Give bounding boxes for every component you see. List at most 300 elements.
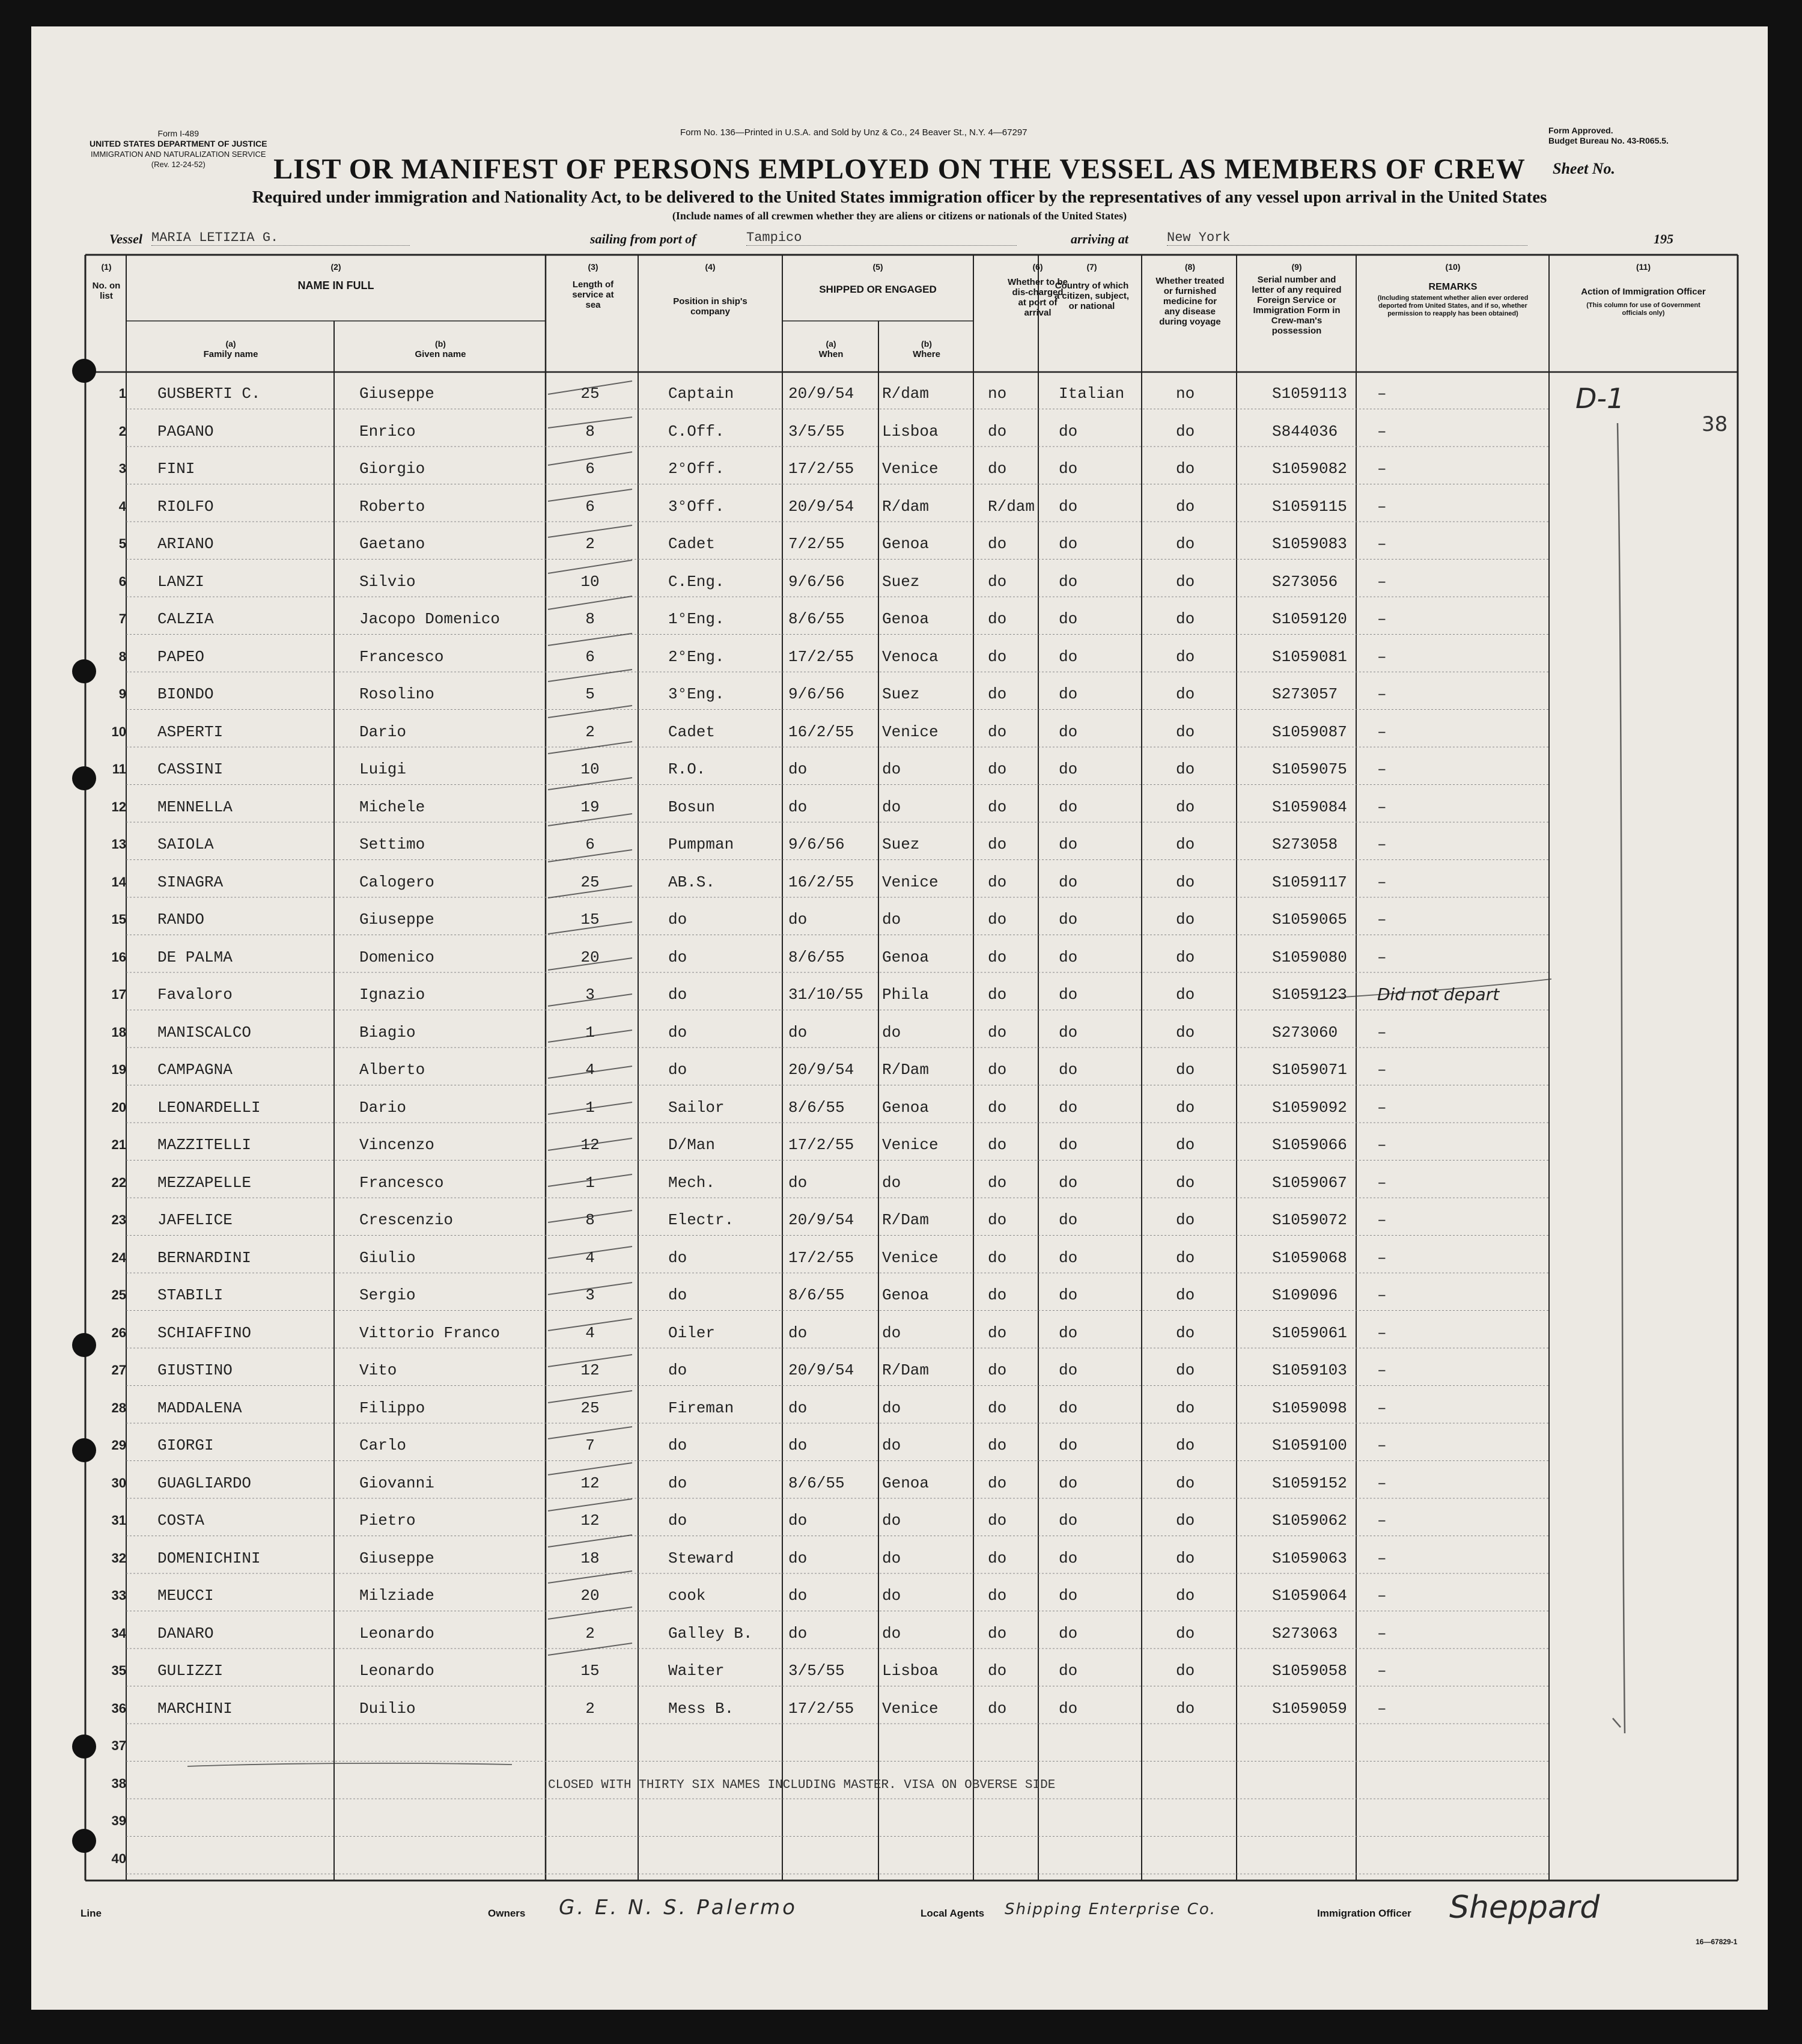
table-row: [31, 1126, 1768, 1164]
cell-family: CASSINI: [157, 760, 224, 778]
cell-rn: 9: [118, 686, 126, 701]
cell-remarks: –: [1377, 572, 1387, 591]
col-sub-action: (This column for use of Government officials only): [1586, 302, 1700, 317]
cell-service: 18: [580, 1549, 600, 1567]
cell-position: Sailor: [668, 1098, 725, 1117]
cell-family: GIUSTINO: [157, 1361, 233, 1379]
cell-remarks: –: [1377, 685, 1387, 703]
cell-position: do: [668, 1061, 687, 1079]
cell-where: Venice: [882, 1248, 939, 1267]
table-row: [31, 826, 1768, 863]
cell-rn: 12: [111, 799, 126, 814]
cell-given: Michele: [359, 798, 425, 816]
cell-serial: S273057: [1272, 685, 1338, 703]
cell-rn: 33: [111, 1588, 126, 1603]
cell-family: PAGANO: [157, 422, 214, 441]
cell-discharged: do: [988, 572, 1007, 591]
col-header-no: [88, 262, 124, 301]
table-row: [31, 1051, 1768, 1088]
table-row: [31, 1427, 1768, 1464]
cell-rn: 28: [111, 1400, 126, 1415]
cell-serial: S1059092: [1272, 1098, 1347, 1117]
table-row: [31, 751, 1768, 788]
cell-where: Genoa: [882, 1474, 930, 1492]
officer-mark: D-1: [1575, 382, 1625, 415]
cell-given: Giuseppe: [359, 1549, 434, 1567]
cell-remarks: –: [1377, 610, 1387, 628]
cell-rn: 35: [111, 1663, 126, 1678]
cell-country: do: [1059, 1587, 1078, 1605]
cell-family: RIOLFO: [157, 497, 214, 516]
cell-treated: do: [1176, 1361, 1195, 1379]
cell-discharged: do: [988, 1136, 1007, 1154]
cell-treated: do: [1176, 1474, 1195, 1492]
cell-given: Milziade: [359, 1587, 434, 1605]
cell-where: Genoa: [882, 1286, 930, 1304]
cell-service: 8: [585, 1211, 595, 1229]
cell-family: ASPERTI: [157, 722, 224, 741]
cell-service: 1: [585, 1173, 595, 1192]
cell-service: 15: [580, 911, 600, 929]
arriving-at-port: New York: [1167, 230, 1527, 246]
cell-position: AB.S.: [668, 873, 716, 891]
table-row: [31, 1352, 1768, 1389]
table-row: [31, 1089, 1768, 1126]
cell-country: do: [1059, 1173, 1078, 1192]
cell-when: 16/2/55: [788, 722, 854, 741]
cell-where: do: [882, 1512, 901, 1530]
cell-remarks: –: [1377, 422, 1387, 441]
cell-rn: 23: [111, 1212, 126, 1227]
cell-discharged: do: [988, 647, 1007, 666]
table-row: [31, 375, 1768, 412]
cell-service: 3: [585, 986, 595, 1004]
cell-remarks: –: [1377, 1286, 1387, 1304]
cell-position: do: [668, 986, 687, 1004]
cell-country: do: [1059, 760, 1078, 778]
footer-owners-label: Owners: [488, 1908, 526, 1919]
cell-country: do: [1059, 798, 1078, 816]
cell-serial: S1059075: [1272, 760, 1347, 778]
cell-remarks: –: [1377, 722, 1387, 741]
col-number-11: (11): [1636, 262, 1651, 272]
cell-serial: S1059072: [1272, 1211, 1347, 1229]
cell-position: Steward: [668, 1549, 734, 1567]
table-row: [31, 1577, 1768, 1614]
cell-family: Favaloro: [157, 986, 233, 1004]
col-header-where: [880, 339, 973, 359]
cell-discharged: do: [988, 1699, 1007, 1718]
cell-country: do: [1059, 1136, 1078, 1154]
cell-when: do: [788, 1587, 808, 1605]
cell-family: LANZI: [157, 572, 205, 591]
footer-agents-value: Shipping Enterprise Co.: [1005, 1900, 1217, 1918]
cell-rn: 40: [111, 1850, 126, 1866]
cell-serial: S273056: [1272, 572, 1338, 591]
cell-discharged: do: [988, 873, 1007, 891]
budget-bureau-no: Budget Bureau No. 43-R065.5.: [1548, 136, 1669, 145]
cell-when: 17/2/55: [788, 460, 854, 478]
cell-remarks: –: [1377, 1061, 1387, 1079]
cell-service: 1: [585, 1098, 595, 1117]
col-header-name: [127, 262, 544, 291]
col-header-given: [335, 339, 546, 359]
cell-where: do: [882, 760, 901, 778]
col-label-when: When: [818, 349, 844, 359]
cell-family: MADDALENA: [157, 1399, 242, 1417]
table-row: [31, 1840, 1768, 1878]
cell-when: do: [788, 911, 808, 929]
table-row: [31, 1201, 1768, 1239]
cell-service: 7: [585, 1436, 595, 1454]
cell-when: 20/9/54: [788, 385, 854, 403]
revision-date: (Rev. 12-24-52): [151, 160, 205, 169]
cell-country: do: [1059, 1098, 1078, 1117]
table-row: [31, 976, 1768, 1013]
cell-where: Lisboa: [882, 1662, 939, 1680]
sailing-from-label: sailing from port of: [590, 231, 696, 246]
table-row: [31, 1465, 1768, 1502]
cell-serial: S1059100: [1272, 1436, 1347, 1454]
cell-where: Lisboa: [882, 422, 939, 441]
department-name: UNITED STATES DEPARTMENT OF JUSTICE: [90, 139, 267, 148]
col-label-position: Position in ship's company: [673, 296, 747, 317]
cell-position: Mech.: [668, 1173, 716, 1192]
cell-family: SCHIAFFINO: [157, 1323, 252, 1342]
cell-serial: S1059123: [1272, 986, 1347, 1004]
cell-when: do: [788, 1549, 808, 1567]
cell-family: ARIANO: [157, 535, 214, 553]
binder-hole: [72, 659, 96, 683]
cell-given: Pietro: [359, 1512, 416, 1530]
cell-remarks: –: [1377, 1098, 1387, 1117]
cell-serial: S1059065: [1272, 911, 1347, 929]
cell-family: RANDO: [157, 911, 205, 929]
cell-where: Phila: [882, 986, 930, 1004]
cell-rn: 22: [111, 1174, 126, 1190]
cell-treated: do: [1176, 1624, 1195, 1643]
footer-line-label: Line: [81, 1908, 102, 1919]
cell-given: Dario: [359, 1098, 407, 1117]
cell-where: Genoa: [882, 1098, 930, 1117]
cell-where: Venice: [882, 873, 939, 891]
col-header-shipped: [784, 262, 972, 294]
cell-service: 4: [585, 1323, 595, 1342]
cell-given: Jacopo Domenico: [359, 610, 501, 628]
cell-treated: do: [1176, 460, 1195, 478]
cell-when: 20/9/54: [788, 497, 854, 516]
table-row: [31, 676, 1768, 713]
footer-agents-label: Local Agents: [921, 1908, 985, 1919]
col-header-action: [1551, 262, 1735, 317]
cell-discharged: do: [988, 722, 1007, 741]
cell-given: Biagio: [359, 1023, 416, 1042]
col-header-serial: [1239, 262, 1354, 336]
cell-remarks: –: [1377, 798, 1387, 816]
cell-given: Vito: [359, 1361, 397, 1379]
binder-hole: [72, 766, 96, 790]
table-row: [31, 1502, 1768, 1539]
table-row: [31, 1690, 1768, 1727]
document-title: LIST OR MANIFEST OF PERSONS EMPLOYED ON THE VESSEL AS MEMBERS OF CREW: [273, 153, 1526, 185]
cell-treated: do: [1176, 572, 1195, 591]
cell-serial: S1059120: [1272, 610, 1347, 628]
cell-given: Alberto: [359, 1061, 425, 1079]
printer-line: Form No. 136—Printed in U.S.A. and Sold by Unz & Co., 24 Beaver St., N.Y. 4—67297: [680, 127, 1027, 138]
cell-country: do: [1059, 610, 1078, 628]
cell-discharged: do: [988, 1587, 1007, 1605]
cell-when: 17/2/55: [788, 647, 854, 666]
table-row: [31, 789, 1768, 826]
cell-rn: 30: [111, 1475, 126, 1490]
table-row: [31, 450, 1768, 487]
col-number-5: (5): [872, 262, 883, 272]
cell-rn: 16: [111, 949, 126, 965]
cell-when: 8/6/55: [788, 610, 845, 628]
cell-rn: 19: [111, 1062, 126, 1077]
table-row: [31, 563, 1768, 600]
vessel-name: MARIA LETIZIA G.: [151, 230, 410, 246]
cell-discharged: do: [988, 1323, 1007, 1342]
cell-discharged: do: [988, 1549, 1007, 1567]
cell-family: GUSBERTI C.: [157, 385, 261, 403]
cell-service: 6: [585, 647, 595, 666]
cell-rn: 34: [111, 1625, 126, 1641]
table-row: [31, 600, 1768, 638]
cell-country: do: [1059, 647, 1078, 666]
cell-rn: 25: [111, 1287, 126, 1302]
cell-where: Suez: [882, 685, 920, 703]
cell-country: do: [1059, 1061, 1078, 1079]
cell-remarks: –: [1377, 1136, 1387, 1154]
cell-family: MEZZAPELLE: [157, 1173, 252, 1192]
cell-position: cook: [668, 1587, 706, 1605]
cell-when: 20/9/54: [788, 1361, 854, 1379]
cell-position: Bosun: [668, 798, 716, 816]
cell-given: Rosolino: [359, 685, 434, 703]
cell-where: Venice: [882, 1699, 939, 1718]
table-row: [31, 413, 1768, 450]
cell-treated: do: [1176, 1399, 1195, 1417]
cell-given: Filippo: [359, 1399, 425, 1417]
cell-serial: S1059087: [1272, 722, 1347, 741]
table-row: [31, 525, 1768, 563]
cell-when: 16/2/55: [788, 873, 854, 891]
cell-discharged: do: [988, 610, 1007, 628]
cell-where: do: [882, 1323, 901, 1342]
cell-position: Cadet: [668, 535, 716, 553]
cell-rn: 13: [111, 837, 126, 852]
col-number-6: (6): [1032, 262, 1043, 272]
cell-service: 4: [585, 1248, 595, 1267]
cell-rn: 24: [111, 1249, 126, 1265]
table-row: [31, 1727, 1768, 1765]
cell-family: PAPEO: [157, 647, 205, 666]
cell-where: do: [882, 1023, 901, 1042]
cell-service: 20: [580, 1587, 600, 1605]
cell-country: do: [1059, 1361, 1078, 1379]
cell-where: do: [882, 1173, 901, 1192]
cell-rn: 5: [118, 536, 126, 551]
cell-remarks: –: [1377, 535, 1387, 553]
footer-owners-value: G. E. N. S. Palermo: [559, 1896, 797, 1920]
cell-when: 8/6/55: [788, 948, 845, 966]
cell-family: STABILI: [157, 1286, 224, 1304]
footer-officer-signature: Sheppard: [1449, 1890, 1600, 1926]
cell-service: 8: [585, 610, 595, 628]
cell-given: Gaetano: [359, 535, 425, 553]
col-label-service: Length of service at sea: [572, 279, 614, 310]
cell-where: do: [882, 911, 901, 929]
cell-when: 9/6/56: [788, 685, 845, 703]
manifest-sheet: [31, 26, 1768, 2010]
cell-rn: 36: [111, 1700, 126, 1716]
col-label-where: Where: [913, 349, 940, 359]
cell-country: do: [1059, 1512, 1078, 1530]
cell-service: 1: [585, 1023, 595, 1042]
cell-given: Carlo: [359, 1436, 407, 1454]
col-label-given: Given name: [415, 349, 466, 359]
cell-serial: S1059063: [1272, 1549, 1347, 1567]
table-row: [31, 1802, 1768, 1840]
cell-treated: do: [1176, 835, 1195, 853]
cell-given: Ignazio: [359, 986, 425, 1004]
cell-rn: 8: [118, 648, 126, 664]
cell-position: Electr.: [668, 1211, 734, 1229]
cell-country: do: [1059, 1399, 1078, 1417]
col-number-1: (1): [101, 262, 112, 272]
cell-when: do: [788, 760, 808, 778]
cell-service: 2: [585, 722, 595, 741]
col-label-name: NAME IN FULL: [297, 279, 374, 291]
cell-service: 2: [585, 1624, 595, 1643]
cell-given: Settimo: [359, 835, 425, 853]
cell-remarks: –: [1377, 1699, 1387, 1718]
table-row: [31, 1314, 1768, 1352]
document-subtitle: Required under immigration and Nationality Act, to be delivered to the United States immigration officer by the representatives of any vessel upon arrival in the United States: [252, 188, 1547, 207]
cell-treated: do: [1176, 1662, 1195, 1680]
cell-when: do: [788, 1023, 808, 1042]
cell-rn: 32: [111, 1550, 126, 1566]
cell-rn: 7: [118, 611, 126, 626]
cell-service: 15: [580, 1662, 600, 1680]
cell-position: do: [668, 1436, 687, 1454]
table-row: [31, 713, 1768, 751]
cell-treated: do: [1176, 1061, 1195, 1079]
cell-country: do: [1059, 1436, 1078, 1454]
table-row: [31, 901, 1768, 938]
cell-given: Leonardo: [359, 1624, 434, 1643]
cell-treated: do: [1176, 497, 1195, 516]
cell-treated: do: [1176, 948, 1195, 966]
cell-serial: S1059080: [1272, 948, 1347, 966]
cell-when: do: [788, 1173, 808, 1192]
cell-service: 4: [585, 1061, 595, 1079]
cell-rn: 26: [111, 1325, 126, 1340]
cell-serial: S109096: [1272, 1286, 1338, 1304]
cell-remarks: –: [1377, 1323, 1387, 1342]
col-number-3: (3): [588, 262, 598, 272]
cell-given: Giuseppe: [359, 385, 434, 403]
cell-remarks: –: [1377, 1624, 1387, 1643]
cell-remarks: –: [1377, 1512, 1387, 1530]
cell-family: BERNARDINI: [157, 1248, 252, 1267]
cell-discharged: R/dam: [988, 497, 1035, 516]
cell-position: do: [668, 1286, 687, 1304]
table-row: [31, 1652, 1768, 1689]
cell-treated: do: [1176, 1098, 1195, 1117]
cell-position: 3°Eng.: [668, 685, 725, 703]
cell-when: do: [788, 1512, 808, 1530]
cell-given: Sergio: [359, 1286, 416, 1304]
table-row: [31, 1164, 1768, 1201]
table-row: [31, 488, 1768, 525]
cell-country: do: [1059, 1624, 1078, 1643]
cell-family: MEUCCI: [157, 1587, 214, 1605]
cell-rn: 6: [118, 573, 126, 589]
cell-discharged: do: [988, 911, 1007, 929]
col-number-2a: (a): [225, 339, 236, 349]
binder-hole: [72, 1333, 96, 1357]
cell-position: do: [668, 1474, 687, 1492]
cell-position: do: [668, 1248, 687, 1267]
cell-where: do: [882, 1624, 901, 1643]
cell-treated: do: [1176, 685, 1195, 703]
cell-serial: S1059071: [1272, 1061, 1347, 1079]
cell-when: 3/5/55: [788, 422, 845, 441]
cell-rn: 11: [112, 761, 126, 776]
cell-remarks: –: [1377, 1361, 1387, 1379]
col-label-serial: Serial number and letter of any required Foreign Service or Immigration Form in Crew-man's possession: [1252, 275, 1342, 336]
cell-rn: 1: [118, 386, 126, 401]
cell-when: do: [788, 1624, 808, 1643]
year-label: 195: [1654, 231, 1673, 246]
table-row: [31, 1615, 1768, 1652]
cell-service: 12: [580, 1474, 600, 1492]
cell-discharged: do: [988, 1662, 1007, 1680]
cell-country: do: [1059, 1662, 1078, 1680]
cell-remarks: –: [1377, 1549, 1387, 1567]
col-header-country: [1053, 262, 1131, 311]
cell-where: R/dam: [882, 497, 930, 516]
cell-where: do: [882, 798, 901, 816]
cell-when: 9/6/56: [788, 835, 845, 853]
cell-service: 6: [585, 835, 595, 853]
cell-position: 2°Off.: [668, 460, 725, 478]
cell-when: 3/5/55: [788, 1662, 845, 1680]
cell-treated: do: [1176, 1023, 1195, 1042]
cell-family: SINAGRA: [157, 873, 224, 891]
cell-family: DE PALMA: [157, 948, 233, 966]
col-label-treated: Whether treated or furnished medicine for any disease during voyage: [1155, 276, 1225, 327]
cell-country: do: [1059, 535, 1078, 553]
cell-when: 31/10/55: [788, 986, 863, 1004]
col-number-8: (8): [1184, 262, 1196, 272]
cell-remarks: Did not depart: [1377, 984, 1500, 1004]
col-number-10: (10): [1445, 262, 1461, 272]
cell-country: do: [1059, 1286, 1078, 1304]
binder-hole: [72, 1734, 96, 1759]
approval-note: Form Approved.: [1548, 126, 1613, 135]
col-label-no: No. on list: [92, 281, 121, 301]
cell-where: do: [882, 1549, 901, 1567]
cell-service: 8: [585, 422, 595, 441]
cell-remarks: –: [1377, 911, 1387, 929]
cell-service: 12: [580, 1136, 600, 1154]
cell-treated: do: [1176, 760, 1195, 778]
cell-discharged: do: [988, 1173, 1007, 1192]
cell-serial: S1059084: [1272, 798, 1347, 816]
